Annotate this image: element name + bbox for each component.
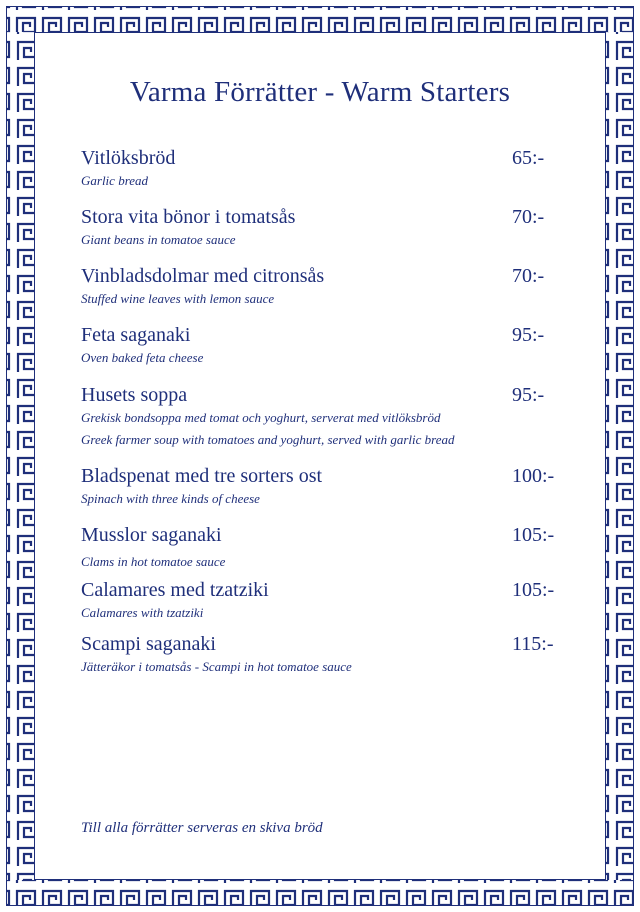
item-description: Spinach with three kinds of cheese: [81, 491, 260, 506]
item-description: Clams in hot tomatoe sauce: [81, 554, 226, 569]
item-name: Calamares med tzatziki: [81, 579, 269, 601]
item-description: Garlic bread: [81, 173, 149, 188]
menu-item: [81, 264, 561, 310]
item-name: Husets soppa: [81, 384, 188, 406]
menu-item: [81, 632, 561, 678]
greek-key-border-top: [7, 7, 633, 32]
item-price: 95:-: [512, 324, 545, 346]
menu-item: [81, 146, 561, 192]
menu-title: Varma Förrätter - Warm Starters: [129, 76, 511, 108]
item-name: Feta saganaki: [81, 324, 191, 346]
item-description: Jätteräkor i tomatsås - Scampi in hot tomatoe sauce: [81, 659, 352, 674]
item-price: 65:-: [512, 147, 545, 169]
menu-item: [81, 464, 561, 510]
item-description: Stuffed wine leaves with lemon sauce: [81, 291, 275, 306]
menu-item: [81, 383, 561, 451]
greek-key-border-bottom: [7, 880, 633, 905]
item-description: Calamares with tzatziki: [81, 605, 204, 620]
item-description: Greek farmer soup with tomatoes and yoghurt, served with garlic bread: [81, 432, 455, 447]
greek-key-border-right: [606, 32, 633, 880]
item-price: 105:-: [512, 579, 555, 601]
item-name: Scampi saganaki: [81, 633, 216, 655]
item-description: Oven baked feta cheese: [81, 350, 204, 365]
greek-key-border-left: [7, 32, 34, 880]
item-price: 100:-: [512, 465, 555, 487]
item-name: Bladspenat med tre sorters ost: [81, 465, 323, 487]
item-price: 115:-: [512, 633, 554, 655]
item-price: 105:-: [512, 524, 555, 546]
item-description: Giant beans in tomatoe sauce: [81, 232, 236, 247]
item-name: Vinbladsdolmar med citronsås: [81, 265, 325, 287]
item-name: Vitlöksbröd: [81, 147, 176, 169]
menu-item: [81, 323, 561, 369]
menu-item: [81, 578, 561, 624]
item-price: 70:-: [512, 206, 545, 228]
item-price: 70:-: [512, 265, 545, 287]
menu-item: [81, 523, 561, 573]
item-name: Musslor saganaki: [81, 524, 222, 546]
item-price: 95:-: [512, 384, 545, 406]
item-name: Stora vita bönor i tomatsås: [81, 206, 296, 228]
item-description: Grekisk bondsoppa med tomat och yoghurt, serverat med vitlöksbröd: [81, 410, 441, 425]
menu-item: [81, 205, 561, 251]
menu-footer-note: Till alla förrätter serveras en skiva bröd: [81, 820, 323, 836]
